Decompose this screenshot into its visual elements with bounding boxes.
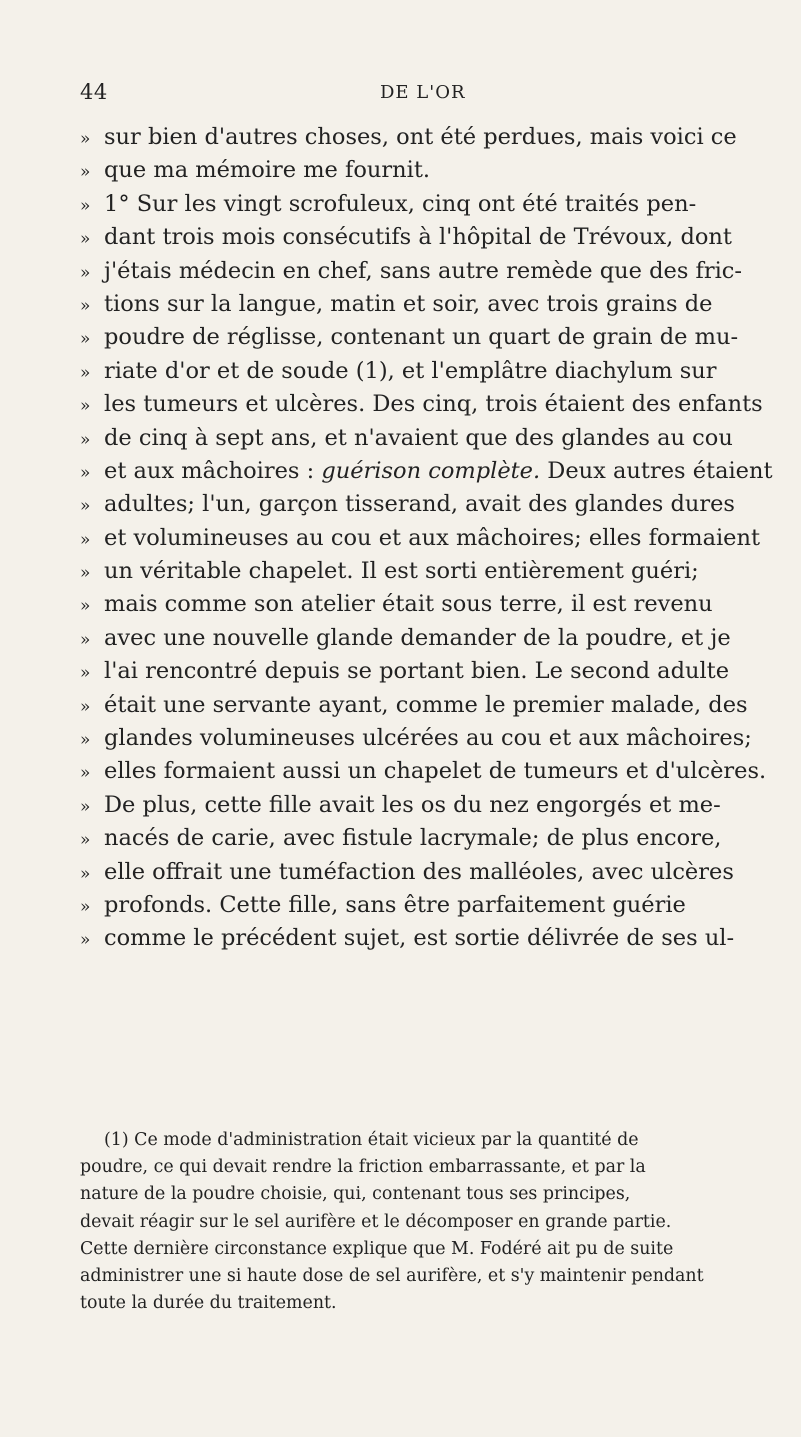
guillemet: » xyxy=(80,763,91,784)
line-text: et aux mâchoires : xyxy=(104,457,322,484)
guillemet: » xyxy=(80,462,91,483)
guillemet: » xyxy=(80,496,91,517)
line-text: elle offrait une tuméfaction des malléoles, avec ulcères xyxy=(104,858,734,885)
guillemet: » xyxy=(80,329,91,350)
line-text: 1° Sur les vingt scrofuleux, cinq ont été traités pen- xyxy=(104,190,697,217)
text-line xyxy=(80,755,770,788)
page-number: 44 xyxy=(80,80,108,104)
running-head: DE L'OR xyxy=(380,82,466,103)
text-line xyxy=(80,188,770,221)
text-line xyxy=(80,789,770,822)
line-text: avec une nouvelle glande demander de la poudre, et je xyxy=(104,624,731,651)
text-line xyxy=(80,555,770,588)
text-line xyxy=(80,889,770,922)
text-line xyxy=(80,588,770,621)
text-line xyxy=(80,522,770,555)
text-line xyxy=(80,655,770,688)
line-text: adultes; l'un, garçon tisserand, avait des glandes dures xyxy=(104,491,735,518)
footnote-line: devait réagir sur le sel aurifère et le décomposer en grande partie. xyxy=(80,1211,672,1232)
text-line xyxy=(80,422,770,455)
footnote-line: administrer une si haute dose de sel aurifère, et s'y maintenir pendant xyxy=(80,1265,704,1286)
guillemet: » xyxy=(80,663,91,684)
guillemet: » xyxy=(80,129,91,149)
line-text: comme le précédent sujet, est sortie délivrée de ses ul- xyxy=(104,925,735,952)
guillemet: » xyxy=(80,596,91,617)
guillemet: » xyxy=(80,863,91,884)
footnote-line: toute la durée du traitement. xyxy=(80,1293,337,1314)
text-line xyxy=(80,255,770,288)
body-text xyxy=(80,121,773,956)
guillemet: » xyxy=(80,796,91,817)
text-line xyxy=(80,722,770,755)
line-text: de cinq à sept ans, et n'avaient que des glandes au cou xyxy=(104,424,733,451)
text-line xyxy=(80,922,770,955)
footnote-line: nature de la poudre choisie, qui, contenant tous ses principes, xyxy=(80,1184,631,1205)
line-text: De plus, cette fille avait les os du nez engorgés et me- xyxy=(104,791,721,818)
guillemet: » xyxy=(80,262,91,283)
guillemet: » xyxy=(80,429,91,450)
guillemet: » xyxy=(80,563,91,584)
line-text: riate d'or et de soude (1), et l'emplâtre diachylum sur xyxy=(104,357,717,384)
text-line xyxy=(80,355,770,388)
line-text: Deux autres étaient xyxy=(540,457,773,484)
text-line xyxy=(80,154,770,187)
guillemet: » xyxy=(80,195,91,216)
guillemet: » xyxy=(80,162,91,183)
guillemet: » xyxy=(80,229,91,250)
guillemet: » xyxy=(80,730,91,751)
footnote-line: (1) Ce mode d'administration était vicieux par la quantité de xyxy=(104,1130,639,1150)
line-text: tions sur la langue, matin et soir, avec trois grains de xyxy=(104,290,713,317)
text-line xyxy=(80,488,770,521)
page-header xyxy=(80,80,740,110)
line-text: l'ai rencontré depuis se portant bien. Le second adulte xyxy=(104,658,730,685)
line-text: elles formaient aussi un chapelet de tumeurs et d'ulcères. xyxy=(104,758,767,785)
line-text: j'étais médecin en chef, sans autre remède que des fric- xyxy=(104,257,743,284)
footnote xyxy=(80,1127,770,1317)
line-text: nacés de carie, avec fistule lacrymale; de plus encore, xyxy=(104,825,722,852)
line-text: était une servante ayant, comme le premier malade, des xyxy=(104,691,748,718)
text-line xyxy=(80,121,770,154)
guillemet: » xyxy=(80,295,91,316)
guillemet: » xyxy=(80,362,91,383)
line-text: profonds. Cette fille, sans être parfaitement guérie xyxy=(104,891,686,918)
text-line xyxy=(80,856,770,889)
text-line xyxy=(80,689,770,722)
line-text: les tumeurs et ulcères. Des cinq, trois étaient des enfants xyxy=(104,391,763,418)
guillemet: » xyxy=(80,896,91,917)
guillemet: » xyxy=(80,396,91,417)
line-text: mais comme son atelier était sous terre, il est revenu xyxy=(104,591,713,618)
guillemet: » xyxy=(80,629,91,650)
line-text: et volumineuses au cou et aux mâchoires; elles formaient xyxy=(104,524,761,551)
line-text: poudre de réglisse, contenant un quart de grain de mu- xyxy=(104,324,739,351)
line-text: glandes volumineuses ulcérées au cou et aux mâchoires; xyxy=(104,725,752,752)
footnote-line: Cette dernière circonstance explique que M. Fodéré ait pu de suite xyxy=(80,1238,674,1259)
guillemet: » xyxy=(80,830,91,851)
line-text: un véritable chapelet. Il est sorti entièrement guéri; xyxy=(104,558,699,585)
line-text: sur bien d'autres choses, ont été perdues, mais voici ce xyxy=(104,124,737,150)
footnote-line: poudre, ce qui devait rendre la friction embarrassante, et par la xyxy=(80,1157,646,1178)
text-line xyxy=(80,822,770,855)
text-line xyxy=(80,221,770,254)
guillemet: » xyxy=(80,930,91,951)
guillemet: » xyxy=(80,529,91,550)
text-line xyxy=(80,455,773,488)
line-text: dant trois mois consécutifs à l'hôpital de Trévoux, dont xyxy=(104,224,732,251)
text-line xyxy=(80,288,770,321)
guillemet: » xyxy=(80,696,91,717)
line-text: que ma mémoire me fournit. xyxy=(104,157,431,184)
text-line xyxy=(80,321,770,354)
text-line xyxy=(80,622,770,655)
italic-phrase: guérison complète. xyxy=(321,457,541,484)
text-line xyxy=(80,388,770,421)
